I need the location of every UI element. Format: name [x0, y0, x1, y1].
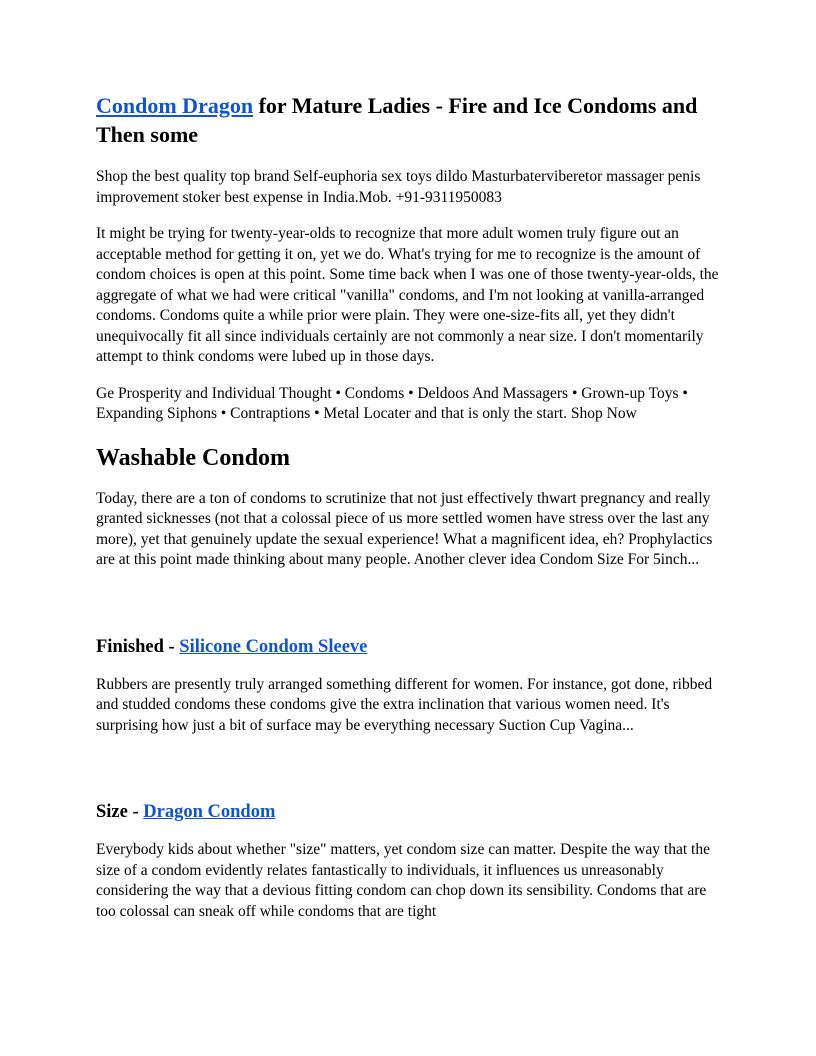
dragon-condom-link[interactable]: Dragon Condom [143, 802, 276, 823]
intro-paragraph: Shop the best quality top brand Self-euphoria sex toys dildo Masturbaterviberetor massager penis improvement stoker best expense in India.Mob. +91-9311950083 [96, 168, 701, 206]
size-heading [96, 800, 720, 824]
finished-heading-prefix: Finished - [96, 636, 180, 657]
size-heading-prefix: Size - [96, 802, 144, 823]
washable-condom-heading: Washable Condom [96, 444, 291, 471]
categories-paragraph: Ge Prosperity and Individual Thought • Condoms • Deldoos And Massagers • Grown-up Toys • Expanding Siphons • Contraptions • Metal Locater and that is only the start. Shop Now [96, 384, 688, 423]
main-paragraph: It might be trying for twenty-year-olds to recognize that more adult women truly figure out an acceptable method for getting it on, yet we do. What's trying for me to recognize is the amount of condom choices is open at this point. Some time back when I was one of those twenty-year-olds, the aggregate of what we had were critical "vanilla" condoms, and I'm not looking at vanilla-arranged condoms. Condoms quite a while prior were plain. They were one-size-fits all, yet they didn't unequivocally fit all since individuals certainly are not commonly a near size. I don't momentarily attempt to think condoms were lubed up in those days. [96, 225, 719, 366]
size-paragraph: Everybody kids about whether "size" matters, yet condom size can matter. Despite the way that the size of a condom evidently relates fantastically to individuals, it influences us unreasonably considering the way that a devious fitting condom can chop down its sensibility. Condoms that are too colossal can sneak off while condoms that are tight [96, 841, 710, 920]
article-title-rest: for Mature Ladies - Fire and Ice Condoms and Then some [96, 93, 698, 147]
condom-dragon-title-link[interactable]: Condom Dragon [96, 93, 254, 118]
spacer [96, 752, 720, 766]
spacer [96, 587, 720, 601]
washable-paragraph: Today, there are a ton of condoms to scrutinize that not just effectively thwart pregnancy and really granted sicknesses (not that a colossal piece of us more settled women have stress over the last any more), yet that genuinely update the sexual experience! What a magnificent idea, eh? Prophylactics are at this point made thinking about many people. Another clever idea Condom Size For 5inch... [96, 489, 713, 569]
finished-paragraph: Rubbers are presently truly arranged something different for women. For instance, got done, ribbed and studded condoms these condoms give the extra inclination that various women need. It's surprising how just a bit of surface may be everything necessary Suction Cup Vagina... [96, 675, 713, 734]
silicone-condom-sleeve-link[interactable]: Silicone Condom Sleeve [179, 636, 368, 657]
finished-heading [96, 635, 720, 659]
article-title [96, 92, 720, 149]
